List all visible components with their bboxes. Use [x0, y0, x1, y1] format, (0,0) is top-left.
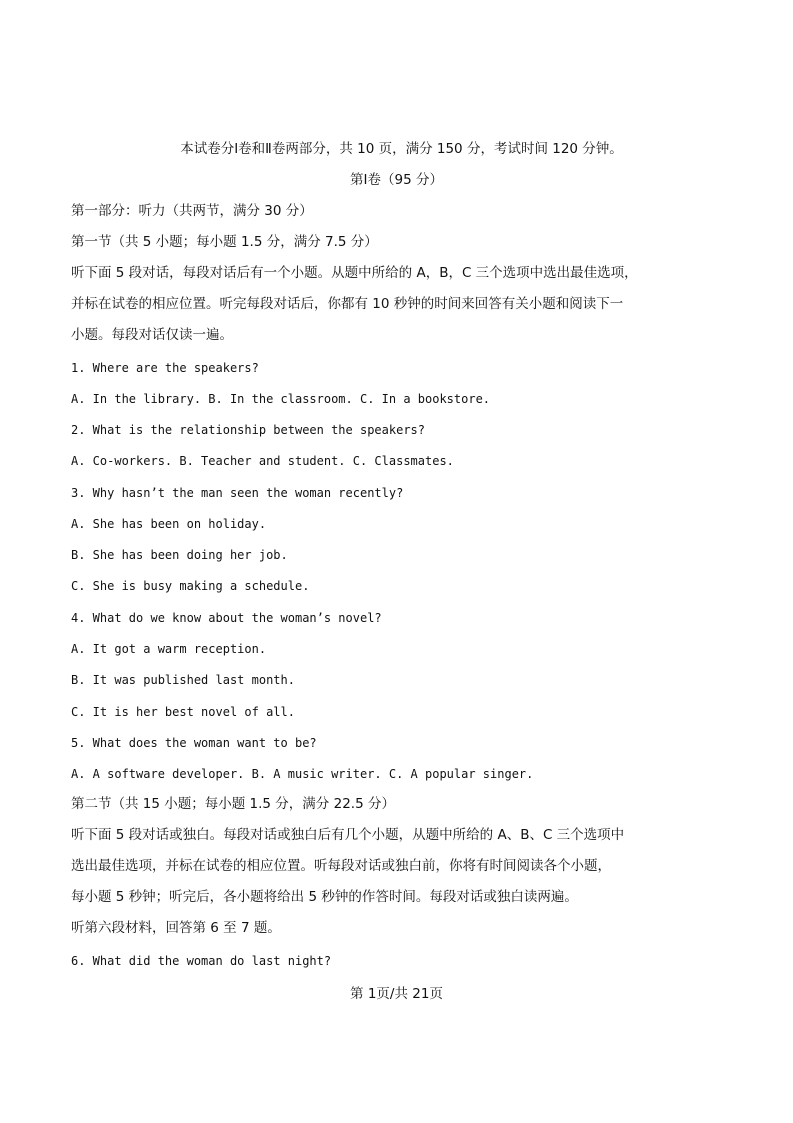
question-4-option-b: B. It was published last month.	[71, 673, 295, 687]
question-5: 5. What does the woman want to be?	[71, 736, 317, 750]
question-1-options: A. In the library. B. In the classroom. C. In a bookstore.	[71, 392, 491, 406]
material-note: 听第六段材料，回答第 6 至 7 题。	[71, 920, 281, 936]
section-2-instruction: 听下面 5 段对话或独白。每段对话或独白后有几个小题，从题中所给的 A、B、C 三个选项中	[71, 827, 625, 843]
section-1-instruction: 并标在试卷的相应位置。听完每段对话后，你都有 10 秒钟的时间来回答有关小题和阅读下一	[71, 296, 624, 312]
page-footer: 第 1页/共 21页	[350, 986, 443, 1002]
section-2-instruction: 每小题 5 秒钟；听完后，各小题将给出 5 秒钟的作答时间。每段对话或独白读两遍。	[71, 889, 578, 905]
question-4: 4. What do we know about the woman’s novel?	[71, 611, 382, 625]
section-1-heading: 第一节（共 5 小题；每小题 1.5 分，满分 7.5 分）	[71, 234, 378, 250]
question-3-option-a: A. She has been on holiday.	[71, 517, 267, 531]
section-1-instruction: 小题。每段对话仅读一遍。	[71, 327, 233, 343]
volume-title: 第Ⅰ卷（95 分）	[350, 172, 443, 188]
question-5-options: A. A software developer. B. A music writer. C. A popular singer.	[71, 767, 534, 781]
question-2-options: A. Co-workers. B. Teacher and student. C. Classmates.	[71, 454, 454, 468]
question-3: 3. Why hasn’t the man seen the woman recently?	[71, 486, 404, 500]
section-2-heading: 第二节（共 15 小题；每小题 1.5 分，满分 22.5 分）	[71, 796, 395, 812]
question-6: 6. What did the woman do last night?	[71, 954, 332, 968]
question-3-option-c: C. She is busy making a schedule.	[71, 579, 310, 593]
part-title: 第一部分：听力（共两节，满分 30 分）	[71, 203, 313, 219]
question-1: 1. Where are the speakers?	[71, 361, 259, 375]
section-1-instruction: 听下面 5 段对话，每段对话后有一个小题。从题中所给的 A，B，C 三个选项中选出最佳选项，	[71, 265, 638, 281]
exam-intro: 本试卷分Ⅰ卷和Ⅱ卷两部分，共 10 页，满分 150 分，考试时间 120 分钟。	[180, 141, 623, 157]
section-2-instruction: 选出最佳选项，并标在试卷的相应位置。听每段对话或独白前，你将有时间阅读各个小题，	[71, 858, 611, 874]
question-2: 2. What is the relationship between the speakers?	[71, 423, 426, 437]
question-4-option-a: A. It got a warm reception.	[71, 642, 267, 656]
question-4-option-c: C. It is her best novel of all.	[71, 705, 295, 719]
question-3-option-b: B. She has been doing her job.	[71, 548, 288, 562]
